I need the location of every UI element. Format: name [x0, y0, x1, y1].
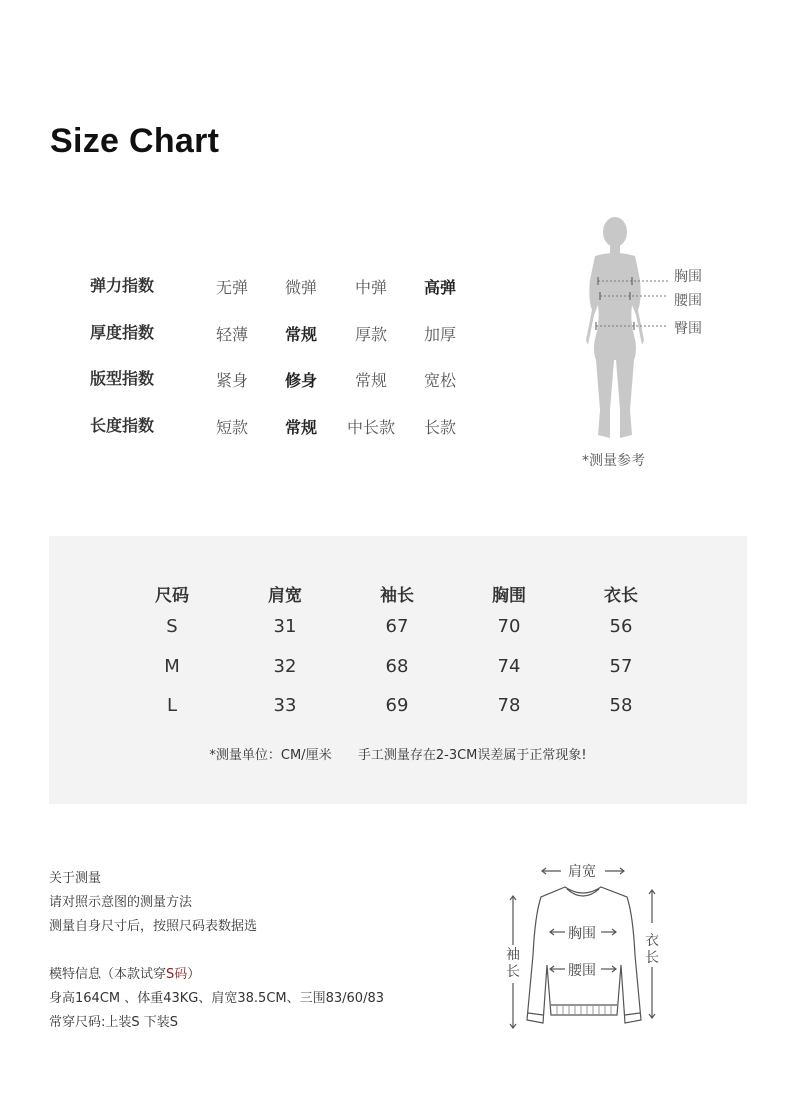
table-cell: 57 [609, 656, 633, 677]
length-label: 衣长 [645, 933, 659, 966]
index-option: 无弹 [215, 278, 248, 297]
index-option: 微弹 [284, 278, 317, 297]
index-row-fit [90, 366, 510, 396]
table-header: 衣长 [604, 586, 638, 606]
unit-note: *测量单位：CM/厘米 [209, 748, 332, 763]
measure-line-1: 请对照示意图的测量方法 [49, 895, 193, 910]
size-table [49, 536, 747, 804]
chest-label: 胸围 [568, 926, 596, 942]
chest-label: 胸围 [674, 269, 702, 285]
table-cell: 69 [385, 695, 409, 716]
index-option-selected: 常规 [284, 325, 317, 344]
model-title-suffix: ） [187, 967, 201, 982]
index-row-elasticity [90, 273, 510, 303]
index-row-thickness [90, 320, 510, 350]
table-cell: 74 [497, 656, 521, 677]
model-title-prefix: 模特信息（本款试穿 [49, 967, 167, 982]
table-header: 袖长 [380, 586, 414, 606]
table-cell: 33 [273, 695, 297, 716]
index-option: 厚款 [354, 325, 387, 344]
model-title [49, 963, 200, 982]
table-cell: 67 [385, 616, 409, 637]
index-label: 弹力指数 [90, 276, 155, 295]
sleeve-label: 袖长 [506, 947, 520, 980]
table-header: 尺码 [155, 586, 189, 606]
table-header: 肩宽 [268, 586, 302, 606]
index-option: 加厚 [423, 325, 456, 344]
waist-label: 腰围 [674, 293, 702, 309]
garment-measurement-diagram [495, 855, 665, 1040]
table-note [49, 744, 747, 763]
measure-title: 关于测量 [49, 871, 102, 886]
index-option: 常规 [354, 371, 387, 390]
measurement-note: *测量参考 [582, 453, 645, 469]
table-cell: S [166, 616, 178, 637]
index-option: 中长款 [346, 418, 395, 437]
index-option-selected: 高弹 [423, 278, 456, 297]
table-cell: 31 [273, 616, 297, 637]
index-option-selected: 常规 [284, 418, 317, 437]
table-cell: L [166, 695, 178, 716]
index-label: 版型指数 [90, 369, 155, 388]
index-option: 短款 [215, 418, 248, 437]
model-usual-size: 常穿尺码:上装S 下装S [49, 1015, 179, 1030]
model-size-highlight: S码 [166, 967, 188, 982]
index-label: 厚度指数 [90, 323, 155, 342]
table-cell: 56 [609, 616, 633, 637]
index-option: 长款 [423, 418, 456, 437]
shoulder-label: 肩宽 [568, 864, 596, 880]
table-cell: 68 [385, 656, 409, 677]
index-row-length [90, 413, 510, 443]
index-option: 紧身 [215, 371, 248, 390]
hip-label: 臀围 [674, 321, 702, 337]
index-option-selected: 修身 [284, 371, 317, 390]
table-cell: 32 [273, 656, 297, 677]
model-stats: 身高164CM 、体重43KG、肩宽38.5CM、三围83/60/83 [49, 991, 385, 1006]
index-option: 轻薄 [215, 325, 248, 344]
error-note: 手工测量存在2-3CM误差属于正常现象! [357, 748, 587, 763]
body-measurement-figure [560, 210, 760, 480]
table-header: 胸围 [492, 586, 526, 606]
index-option: 宽松 [423, 371, 456, 390]
index-label: 长度指数 [90, 416, 155, 435]
table-cell: 78 [497, 695, 521, 716]
female-silhouette-icon [560, 210, 760, 450]
table-cell: M [164, 656, 180, 677]
measure-line-2: 测量自身尺寸后，按照尺码表数据选 [49, 919, 258, 934]
index-option: 中弹 [354, 278, 387, 297]
page-title: Size Chart [50, 122, 220, 160]
waist-label: 腰围 [568, 963, 596, 979]
table-cell: 58 [609, 695, 633, 716]
table-cell: 70 [497, 616, 521, 637]
